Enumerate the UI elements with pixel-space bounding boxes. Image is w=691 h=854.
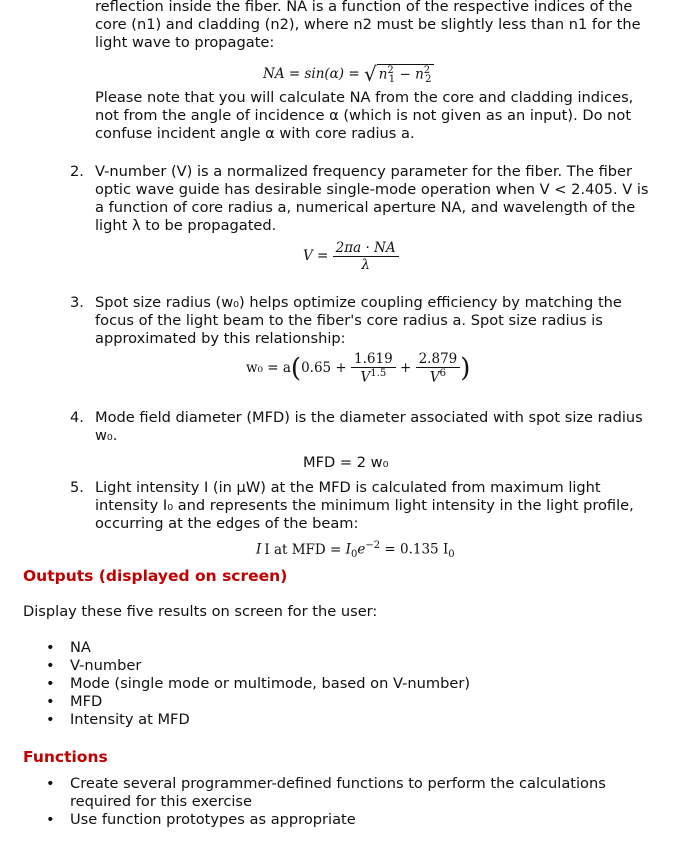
spot-size-equation: w₀ = a(0.65 + $\frac{1.619}{V^{1.5}}$ + $\frac{2.879}{V^6}$ )	[246, 351, 471, 386]
intro-paragraph: reflection inside the fiber. NA is a function of the respective indices of the core (n1) and cladding (n2), where n2 must be slightly less than n1 for the light wave to propagate:	[95, 0, 641, 51]
list-item: • Create several programmer-defined functions to perform the calculations required for this exercise	[46, 775, 640, 811]
spot-size-paragraph: Spot size radius (w₀) helps optimize coupling efficiency by matching the focus of the light beam to the fiber's core radius a. Spot size radius is approximated by this relationship:	[95, 294, 622, 347]
outputs-list	[46, 639, 640, 729]
v-number-paragraph: V-number (V) is a normalized frequency parameter for the fiber. The fiber optic wave guide has desirable single-mode operation when V < 2.405. V is a function of core radius a, numerical aperture NA, and wavelength of the light λ to be propagated.	[95, 163, 649, 234]
item-number-3: 3.	[70, 294, 84, 311]
list-item: • Intensity at MFD	[46, 711, 640, 729]
item-number-2: 2.	[70, 163, 84, 180]
list-item: • NA	[46, 639, 640, 657]
intensity-equation: I I at MFD = $I_0e^{-2} = 0.135$ $I_0$	[256, 540, 455, 561]
mfd-paragraph: Mode field diameter (MFD) is the diameter associated with spot size radius w₀.	[95, 409, 643, 444]
outputs-intro: Display these five results on screen for the user:	[23, 603, 378, 620]
v-equation: V = $\frac{2\pi a \cdot NA}{\lambda}$	[303, 240, 399, 273]
item-number-4: 4.	[70, 409, 84, 426]
intensity-paragraph: Light intensity I (in μW) at the MFD is calculated from maximum light intensity I₀ and represents the minimum light intensity in the light profile, occurring at the edges of the beam:	[95, 479, 634, 532]
list-item: • Mode (single mode or multimode, based on V-number)	[46, 675, 640, 693]
item-number-5: 5.	[70, 479, 84, 496]
list-item: • V-number	[46, 657, 640, 675]
mfd-equation: MFD = 2 w₀	[303, 454, 389, 471]
na-note-paragraph: Please note that you will calculate NA from the core and cladding indices, not from the angle of incidence α (which is not given as an input). Do not confuse incident angle α with core radius a.	[95, 89, 634, 142]
outputs-heading: Outputs (displayed on screen)	[23, 567, 288, 585]
list-item: • Use function prototypes as appropriate	[46, 811, 640, 829]
list-item: • MFD	[46, 693, 640, 711]
functions-heading: Functions	[23, 748, 108, 766]
na-equation: NA = sin(α) = √ $n^2_1 - n^2_2$	[263, 62, 432, 86]
functions-list	[46, 775, 640, 829]
